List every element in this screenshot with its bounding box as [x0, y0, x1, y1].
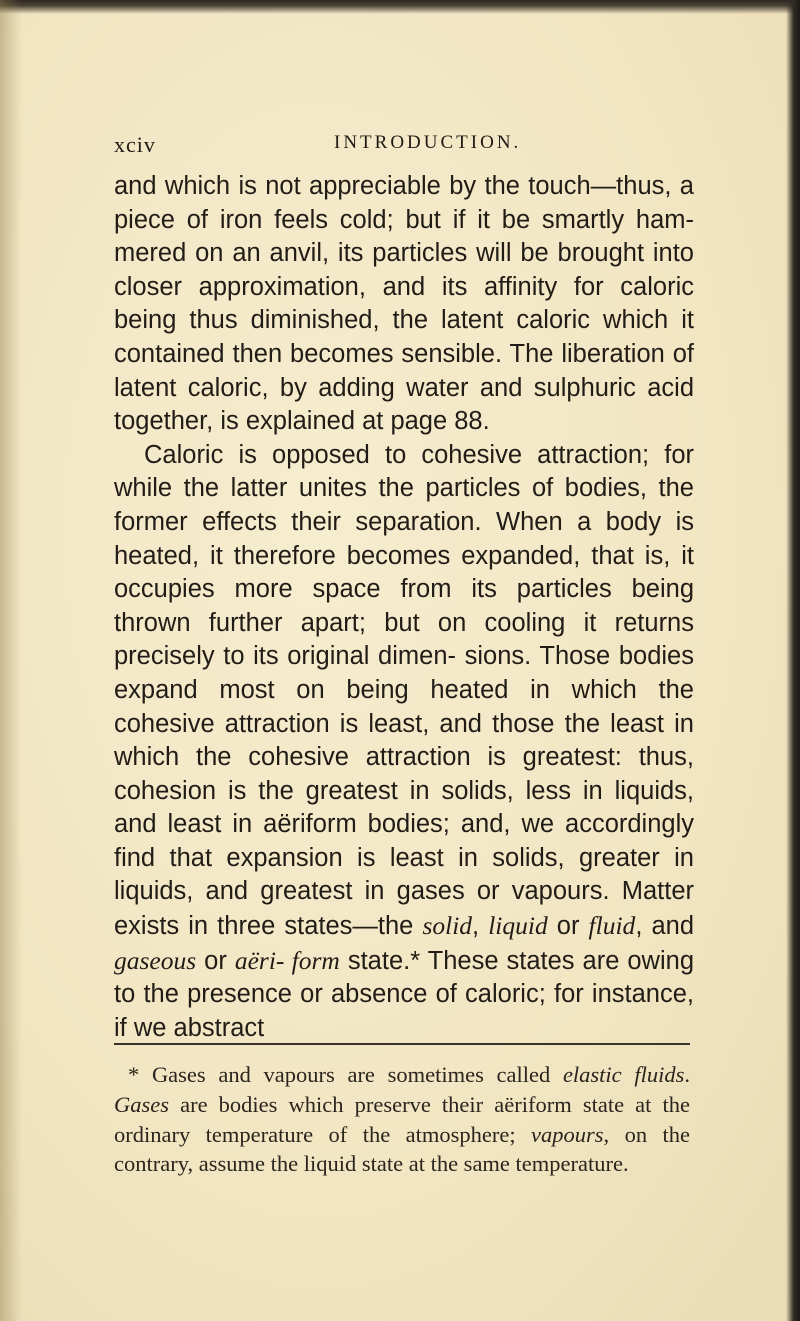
separator-2: or	[547, 912, 589, 941]
footnote-term-gases: Gases	[114, 1091, 169, 1117]
paragraph-2-text-b: state.* These states are owing to the presence or absence of caloric; for instance, if we abstract	[114, 946, 695, 1042]
footnote-text-c: are bodies which preserve their aëriform state at the ordinary temperature of the atmosphere;	[114, 1091, 690, 1147]
page-left-edge	[0, 0, 22, 1321]
footnote-term-vapours: vapours	[531, 1121, 604, 1147]
footnote	[114, 1060, 690, 1179]
paragraph-2-text-a: Caloric is opposed to cohesive attraction; for while the latter unites the particles of bodies, the former effects their separation. When a body is heated, it therefore becomes expanded, that is, it occupies more space from its particles being thrown further apart; but on cooling it returns precisely to its original dimen- sions. Those bodies expand most on being heated in which the cohesive attraction is least, and those the least in which the cohesive attraction is greatest: thus, cohesion is the greatest in solids, less in liquids, and least in aëriform bodies; and, we accordingly find that expansion is least in solids, greater in liquids, and greatest in gases or vapours. Matter exists in three states—the	[114, 440, 694, 941]
separator-1: ,	[472, 912, 489, 941]
page-right-edge	[786, 0, 800, 1321]
footnote-text-b: .	[684, 1062, 690, 1087]
term-fluid: fluid	[588, 911, 636, 941]
footnote-text-a: * Gases and vapours are sometimes called	[128, 1062, 563, 1087]
separator-3: , and	[635, 912, 695, 941]
page-header	[114, 132, 674, 162]
separator-4: or	[196, 946, 235, 975]
footnote-paragraph	[114, 1060, 690, 1179]
paragraph-1: and which is not appreciable by the touch—thus, a piece of iron feels cold; but if it be smartly ham- mered on an anvil, its particles will be brought into closer approximation, and its affinity for caloric being thus diminished, the latent caloric which it contained then becomes sensible. The liberation of latent caloric, by adding water and sulphuric acid together, is explained at page 88.	[114, 172, 694, 436]
term-liquid: liquid	[488, 911, 548, 941]
running-head: INTRODUCTION.	[334, 132, 522, 153]
paragraph-2	[114, 439, 694, 1046]
footnote-text-d: , on the contrary, assume the liquid state at the same temperature.	[114, 1121, 690, 1177]
body-text	[114, 170, 694, 1045]
term-aeriform: aëri- form	[234, 945, 340, 975]
footnote-term-elastic-fluids: elastic fluids	[562, 1062, 685, 1087]
page-number: xciv	[114, 132, 156, 157]
term-gaseous: gaseous	[114, 945, 197, 975]
page-top-edge	[0, 0, 800, 14]
footnote-rule	[114, 1043, 690, 1045]
term-solid: solid	[422, 911, 473, 941]
